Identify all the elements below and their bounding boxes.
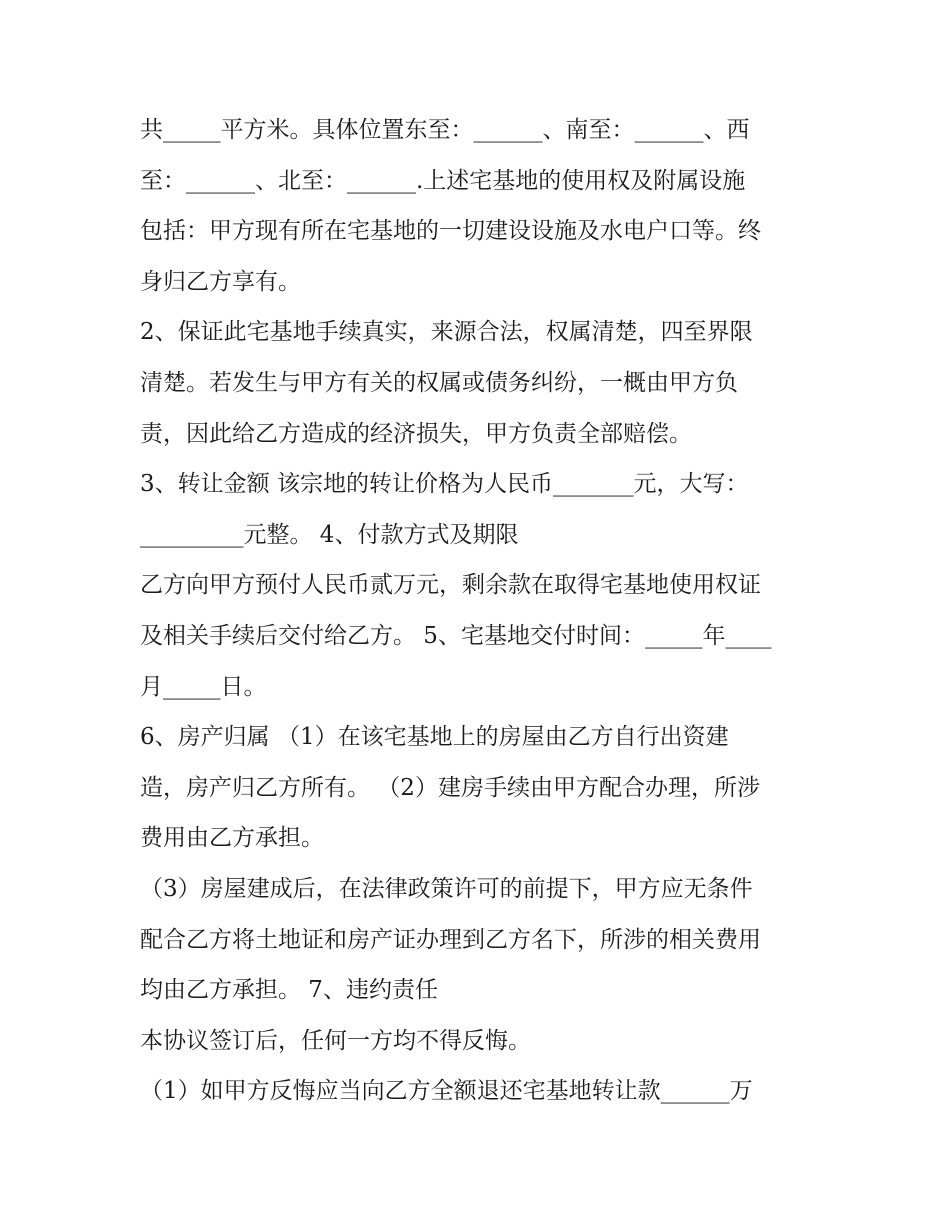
- text-line: 费用由乙方承担。: [140, 825, 324, 851]
- text-line: （3）房屋建成后，在法律政策许可的前提下，甲方应无条件: [140, 876, 753, 902]
- text-line: 本协议签订后，任何一方均不得反悔。: [140, 1028, 531, 1054]
- text-line: 均由乙方承担。 7、违约责任: [140, 977, 438, 1003]
- text-line: 乙方向甲方预付人民币贰万元，剩余款在取得宅基地使用权证: [140, 572, 761, 598]
- text-line: 及相关手续后交付给乙方。 5、宅基地交付时间：_____年____: [140, 623, 772, 649]
- text-line: 清楚。若发生与甲方有关的权属或债务纠纷，一概由甲方负: [140, 370, 738, 396]
- text-line: 3、转让金额 该宗地的转让价格为人民币_______元，大写：: [140, 471, 749, 497]
- text-line: 包括：甲方现有所在宅基地的一切建设设施及水电户口等。终: [140, 218, 761, 244]
- text-line: 配合乙方将土地证和房产证办理到乙方名下，所涉的相关费用: [140, 927, 761, 953]
- text-line: 造，房产归乙方所有。 （2）建房手续由甲方配合办理，所涉: [140, 775, 760, 801]
- text-line: 身归乙方享有。: [140, 269, 301, 295]
- text-line: 月_____日。: [140, 674, 267, 700]
- text-line: 6、房产归属 （1）在该宅基地上的房屋由乙方自行出资建: [140, 724, 729, 750]
- text-line: 至：______、北至：______.上述宅基地的使用权及附属设施: [140, 168, 746, 194]
- text-line: 责，因此给乙方造成的经济损失，甲方负责全部赔偿。: [140, 421, 692, 447]
- text-line: 共_____平方米。具体位置东至：______、南至：______、西: [140, 117, 750, 143]
- text-line: _________元整。 4、付款方式及期限: [140, 522, 519, 548]
- text-line: （1）如甲方反悔应当向乙方全额退还宅基地转让款______万: [140, 1078, 753, 1104]
- text-line: 2、保证此宅基地手续真实，来源合法，权属清楚，四至界限: [140, 319, 753, 345]
